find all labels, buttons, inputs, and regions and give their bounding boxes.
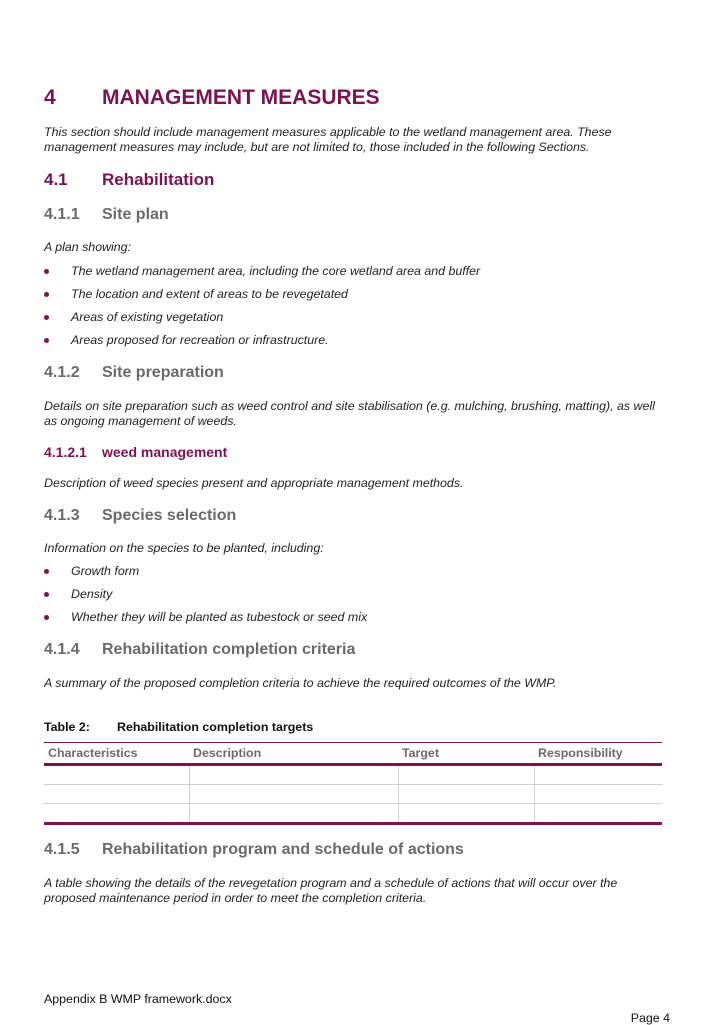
- column-header: Characteristics: [44, 743, 189, 765]
- table-row: [44, 804, 662, 824]
- bullet-icon: [44, 338, 49, 343]
- table-cell: [189, 785, 398, 804]
- heading-number: 4.1.2.1: [44, 444, 87, 460]
- table-caption-text: Rehabilitation completion targets: [117, 720, 314, 734]
- section-intro: This section should include management measures applicable to the wetland management area. These management measures may include, but are not limited to, those included in the following Sections.: [44, 125, 612, 154]
- heading-title: Site plan: [102, 206, 169, 223]
- table-caption: [44, 720, 313, 734]
- bullet-icon: [44, 615, 49, 620]
- heading-title: Species selection: [102, 507, 237, 524]
- table-cell: [534, 804, 662, 824]
- bullet-icon: [44, 315, 49, 320]
- table-header-row: [44, 743, 662, 765]
- heading-title: Rehabilitation: [102, 170, 215, 189]
- list-item-text: The wetland management area, including the core wetland area and buffer: [71, 264, 481, 278]
- section-number: 4: [44, 86, 56, 109]
- heading-title: Site preparation: [102, 364, 224, 381]
- list-item-text: Growth form: [71, 564, 140, 578]
- heading-title: Rehabilitation completion criteria: [102, 641, 356, 658]
- table-cell: [398, 765, 534, 785]
- bullet-icon: [44, 569, 49, 574]
- table-cell: [534, 785, 662, 804]
- weed-management-body: Description of weed species present and appropriate management methods.: [44, 476, 464, 490]
- heading-number: 4.1.5: [44, 841, 80, 858]
- bullet-icon: [44, 592, 49, 597]
- section-heading: [44, 86, 380, 110]
- bullet-icon: [44, 269, 49, 274]
- list-item-text: Whether they will be planted as tubestock or seed mix: [71, 610, 368, 624]
- list-item-text: Density: [71, 587, 113, 601]
- list-item-text: The location and extent of areas to be revegetated: [71, 287, 348, 301]
- heading-4-1-1: [44, 206, 169, 224]
- species-lead: Information on the species to be planted, including:: [44, 541, 324, 555]
- page-number: Page 4: [630, 1011, 670, 1025]
- column-header: Description: [189, 743, 398, 765]
- table-cell: [534, 765, 662, 785]
- footer-filename: Appendix B WMP framework.docx: [44, 992, 232, 1006]
- table-cell: [44, 804, 189, 824]
- table-label: Table 2:: [44, 720, 90, 734]
- program-schedule-body: A table showing the details of the revegetation program and a schedule of actions that will occur over the proposed maintenance period in order to meet the completion criteria.: [44, 876, 618, 905]
- list-item-text: Areas of existing vegetation: [71, 310, 224, 324]
- heading-4-1: [44, 170, 214, 190]
- list-item-text: Areas proposed for recreation or infrastructure.: [71, 333, 329, 347]
- heading-number: 4.1: [44, 170, 68, 189]
- heading-4-1-2: [44, 364, 224, 382]
- heading-number: 4.1.2: [44, 364, 80, 381]
- completion-criteria-body: A summary of the proposed completion criteria to achieve the required outcomes of the WMP.: [44, 676, 557, 690]
- heading-4-1-5: [44, 841, 464, 859]
- bullet-icon: [44, 292, 49, 297]
- section-title: MANAGEMENT MEASURES: [102, 86, 380, 109]
- table-cell: [189, 765, 398, 785]
- heading-title: Rehabilitation program and schedule of actions: [102, 841, 464, 858]
- heading-number: 4.1.3: [44, 507, 80, 524]
- table-cell: [398, 804, 534, 824]
- completion-targets-table: [44, 742, 662, 825]
- column-header: Responsibility: [534, 743, 662, 765]
- table-cell: [44, 785, 189, 804]
- column-header: Target: [398, 743, 534, 765]
- heading-4-1-3: [44, 507, 236, 525]
- heading-4-1-4: [44, 641, 355, 659]
- table-cell: [189, 804, 398, 824]
- heading-number: 4.1.1: [44, 206, 80, 223]
- table-cell: [398, 785, 534, 804]
- heading-number: 4.1.4: [44, 641, 80, 658]
- heading-4-1-2-1: [44, 444, 227, 460]
- heading-title: weed management: [102, 444, 228, 460]
- table-row: [44, 765, 662, 785]
- site-preparation-body: Details on site preparation such as weed control and site stabilisation (e.g. mulching, brushing, matting), as well as ongoing management of weeds.: [44, 399, 655, 428]
- table-cell: [44, 765, 189, 785]
- site-plan-lead: A plan showing:: [44, 240, 132, 254]
- table-row: [44, 785, 662, 804]
